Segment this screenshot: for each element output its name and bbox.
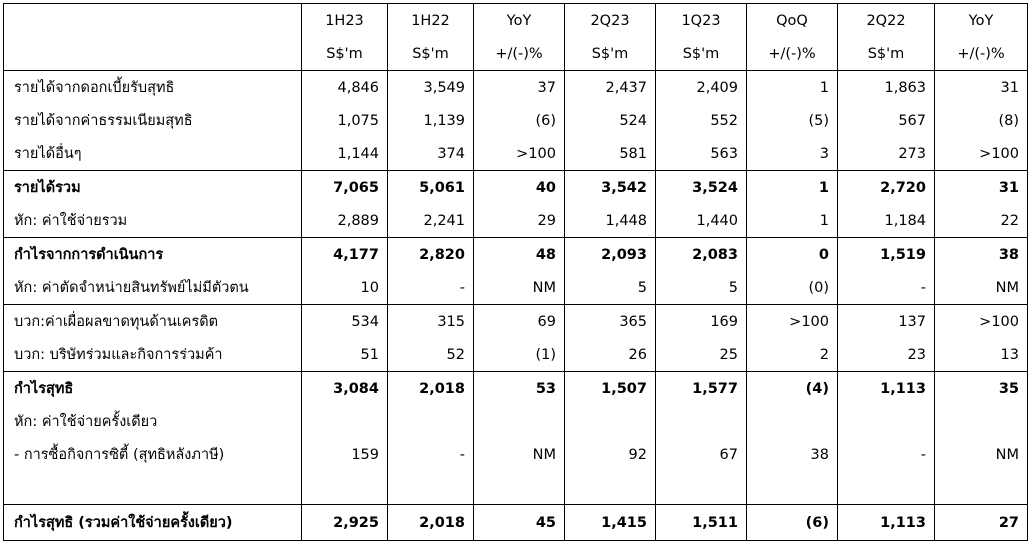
spacer-cell xyxy=(656,471,747,505)
table-cell: NM xyxy=(935,438,1028,471)
table-cell: 0 xyxy=(747,238,838,272)
table-cell: 4,177 xyxy=(302,238,388,272)
table-cell: 1 xyxy=(747,71,838,105)
table-cell: 5 xyxy=(565,271,656,305)
table-cell: 5,061 xyxy=(388,171,474,205)
table-cell: 3,084 xyxy=(302,372,388,406)
header-cell: S$'m xyxy=(302,37,388,71)
table-cell: 552 xyxy=(656,104,747,137)
table-cell: 1 xyxy=(747,171,838,205)
table-cell: 1,144 xyxy=(302,137,388,171)
row-label: - การซื้อกิจการซิตี้ (สุทธิหลังภาษี) xyxy=(4,438,302,471)
header-row-period xyxy=(4,4,1028,38)
header-cell: +/(-)% xyxy=(935,37,1028,71)
table-cell: 1,440 xyxy=(656,204,747,238)
row-label: รายได้จากดอกเบี้ยรับสุทธิ xyxy=(4,71,302,105)
row-label: บวก: บริษัทร่วมและกิจการร่วมค้า xyxy=(4,338,302,372)
table-cell: 22 xyxy=(935,204,1028,238)
table-cell: 567 xyxy=(838,104,935,137)
table-row-total-income xyxy=(4,171,1028,205)
table-row xyxy=(4,305,1028,339)
row-label: หัก: ค่าใช้จ่ายรวม xyxy=(4,204,302,238)
table-cell: 92 xyxy=(565,438,656,471)
table-cell xyxy=(302,405,388,438)
table-cell: 53 xyxy=(474,372,565,406)
header-cell: 1Q23 xyxy=(656,4,747,38)
row-label: รายได้จากค่าธรรมเนียมสุทธิ xyxy=(4,104,302,137)
table-cell: - xyxy=(838,271,935,305)
spacer-cell xyxy=(4,471,302,505)
header-cell: +/(-)% xyxy=(747,37,838,71)
table-cell: (1) xyxy=(474,338,565,372)
header-cell: 1H22 xyxy=(388,4,474,38)
table-cell: 2 xyxy=(747,338,838,372)
table-cell: 67 xyxy=(656,438,747,471)
table-row xyxy=(4,338,1028,372)
table-cell: - xyxy=(388,438,474,471)
header-cell: S$'m xyxy=(565,37,656,71)
table-cell: 40 xyxy=(474,171,565,205)
table-row xyxy=(4,137,1028,171)
table-cell: 563 xyxy=(656,137,747,171)
header-row-unit xyxy=(4,37,1028,71)
table-cell: 2,093 xyxy=(565,238,656,272)
header-cell: QoQ xyxy=(747,4,838,38)
table-cell: 2,820 xyxy=(388,238,474,272)
table-cell: (5) xyxy=(747,104,838,137)
header-cell: 1H23 xyxy=(302,4,388,38)
header-cell xyxy=(4,37,302,71)
spacer-cell xyxy=(935,471,1028,505)
table-cell xyxy=(838,405,935,438)
header-cell: 2Q23 xyxy=(565,4,656,38)
table-cell: 2,889 xyxy=(302,204,388,238)
table-cell: >100 xyxy=(747,305,838,339)
table-cell: 2,925 xyxy=(302,505,388,541)
table-cell: 137 xyxy=(838,305,935,339)
table-cell: 1,507 xyxy=(565,372,656,406)
table-cell: 169 xyxy=(656,305,747,339)
header-cell: S$'m xyxy=(656,37,747,71)
table-cell: 23 xyxy=(838,338,935,372)
header-cell: +/(-)% xyxy=(474,37,565,71)
table-cell: 1,519 xyxy=(838,238,935,272)
table-cell: 29 xyxy=(474,204,565,238)
row-label: กำไรจากการดำเนินการ xyxy=(4,238,302,272)
row-label: กำไรสุทธิ xyxy=(4,372,302,406)
table-cell: (6) xyxy=(474,104,565,137)
table-cell: 3,524 xyxy=(656,171,747,205)
header-cell: YoY xyxy=(935,4,1028,38)
table-cell: 10 xyxy=(302,271,388,305)
table-cell: NM xyxy=(474,438,565,471)
spacer-row xyxy=(4,471,1028,505)
table-row-net-profit-incl-one-off xyxy=(4,505,1028,541)
table-cell: 1,184 xyxy=(838,204,935,238)
table-cell: 1,863 xyxy=(838,71,935,105)
table-cell: 4,846 xyxy=(302,71,388,105)
table-cell: 37 xyxy=(474,71,565,105)
spacer-cell xyxy=(388,471,474,505)
table-cell: 581 xyxy=(565,137,656,171)
table-cell: 7,065 xyxy=(302,171,388,205)
table-cell xyxy=(656,405,747,438)
table-cell xyxy=(565,405,656,438)
table-cell: 2,018 xyxy=(388,372,474,406)
row-label: บวก:ค่าเผื่อผลขาดทุนด้านเครดิต xyxy=(4,305,302,339)
table-cell xyxy=(388,405,474,438)
table-row-net-profit xyxy=(4,372,1028,406)
table-cell: 31 xyxy=(935,171,1028,205)
table-cell: NM xyxy=(474,271,565,305)
table-cell: 1,511 xyxy=(656,505,747,541)
table-cell: 26 xyxy=(565,338,656,372)
table-cell: 35 xyxy=(935,372,1028,406)
table-cell: 2,720 xyxy=(838,171,935,205)
table-cell: 2,018 xyxy=(388,505,474,541)
table-cell: (0) xyxy=(747,271,838,305)
table-cell: 374 xyxy=(388,137,474,171)
spacer-cell xyxy=(565,471,656,505)
table-cell: 27 xyxy=(935,505,1028,541)
table-cell: >100 xyxy=(935,305,1028,339)
spacer-cell xyxy=(474,471,565,505)
table-cell: 3,542 xyxy=(565,171,656,205)
table-cell: 3,549 xyxy=(388,71,474,105)
table-cell xyxy=(935,405,1028,438)
table-cell: 3 xyxy=(747,137,838,171)
table-cell: (4) xyxy=(747,372,838,406)
header-cell: 2Q22 xyxy=(838,4,935,38)
row-label: รายได้อื่นๆ xyxy=(4,137,302,171)
spacer-cell xyxy=(747,471,838,505)
table-cell: 273 xyxy=(838,137,935,171)
table-cell: 5 xyxy=(656,271,747,305)
table-cell: 31 xyxy=(935,71,1028,105)
table-cell: 1,113 xyxy=(838,372,935,406)
table-row xyxy=(4,204,1028,238)
table-row xyxy=(4,405,1028,438)
table-row xyxy=(4,438,1028,471)
table-cell: 534 xyxy=(302,305,388,339)
row-label: กำไรสุทธิ (รวมค่าใช้จ่ายครั้งเดียว) xyxy=(4,505,302,541)
table-cell: 1,577 xyxy=(656,372,747,406)
table-row xyxy=(4,271,1028,305)
table-cell: >100 xyxy=(474,137,565,171)
table-cell: 13 xyxy=(935,338,1028,372)
table-cell: NM xyxy=(935,271,1028,305)
table-cell: (6) xyxy=(747,505,838,541)
table-cell: 1,113 xyxy=(838,505,935,541)
table-row xyxy=(4,71,1028,105)
table-cell: 2,241 xyxy=(388,204,474,238)
table-cell: 25 xyxy=(656,338,747,372)
table-cell: 1,415 xyxy=(565,505,656,541)
table-cell: 52 xyxy=(388,338,474,372)
header-cell xyxy=(4,4,302,38)
table-cell: 365 xyxy=(565,305,656,339)
table-cell: 38 xyxy=(935,238,1028,272)
header-cell: S$'m xyxy=(838,37,935,71)
table-cell xyxy=(747,405,838,438)
table-cell: 1,075 xyxy=(302,104,388,137)
header-cell: YoY xyxy=(474,4,565,38)
header-cell: S$'m xyxy=(388,37,474,71)
table-cell: 524 xyxy=(565,104,656,137)
table-cell: - xyxy=(838,438,935,471)
table-cell: 38 xyxy=(747,438,838,471)
table-row-operating-profit xyxy=(4,238,1028,272)
row-label: รายได้รวม xyxy=(4,171,302,205)
spacer-cell xyxy=(302,471,388,505)
table-cell: (8) xyxy=(935,104,1028,137)
table-cell: 159 xyxy=(302,438,388,471)
table-cell: 315 xyxy=(388,305,474,339)
table-cell: 2,083 xyxy=(656,238,747,272)
spacer-cell xyxy=(838,471,935,505)
table-cell: 2,409 xyxy=(656,71,747,105)
table-cell: 69 xyxy=(474,305,565,339)
row-label: หัก: ค่าใช้จ่ายครั้งเดียว xyxy=(4,405,302,438)
table-row xyxy=(4,104,1028,137)
table-cell: 1 xyxy=(747,204,838,238)
table-cell: 1,139 xyxy=(388,104,474,137)
table-cell: 45 xyxy=(474,505,565,541)
table-cell: - xyxy=(388,271,474,305)
table-cell: 1,448 xyxy=(565,204,656,238)
table-cell: 51 xyxy=(302,338,388,372)
table-cell: >100 xyxy=(935,137,1028,171)
financial-table xyxy=(3,3,1028,541)
table-cell: 2,437 xyxy=(565,71,656,105)
row-label: หัก: ค่าตัดจำหน่ายสินทรัพย์ไม่มีตัวตน xyxy=(4,271,302,305)
table-cell xyxy=(474,405,565,438)
table-cell: 48 xyxy=(474,238,565,272)
